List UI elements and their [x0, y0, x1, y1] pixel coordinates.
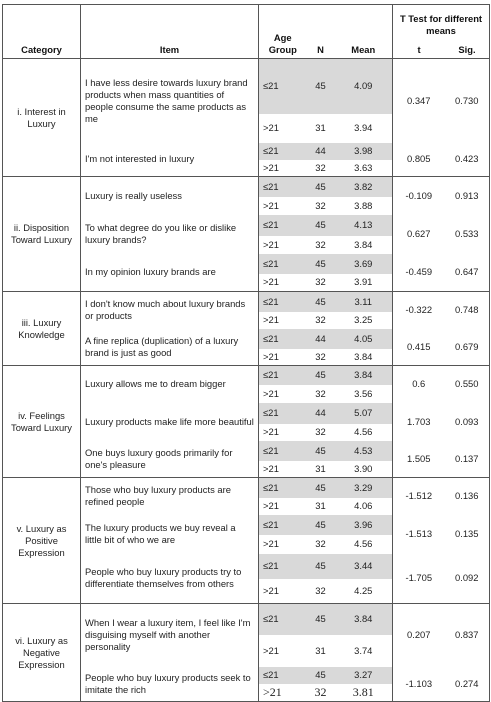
- age-group-cell: >21: [263, 199, 279, 211]
- n-cell: 32: [307, 349, 335, 366]
- sig-value-cell: 0.423: [445, 143, 490, 177]
- category-cell: i. Interest in Luxury: [3, 59, 81, 177]
- n-cell: 31: [307, 461, 335, 478]
- results-body: [3, 59, 490, 702]
- n-cell: 45: [307, 554, 335, 579]
- t-value-cell: 0.347: [407, 94, 431, 106]
- item-text: One buys luxury goods primarily for one's pleasure: [81, 441, 259, 478]
- age-group-cell: >21: [263, 314, 279, 325]
- n-cell: 44: [307, 403, 335, 424]
- n-cell: 45: [307, 59, 335, 114]
- sig-value-cell: 0.550: [445, 366, 490, 403]
- t-value-cell: 1.703: [407, 415, 431, 427]
- category-cell: vi. Luxury as Negative Expression: [3, 604, 81, 702]
- mean-cell: 4.05: [335, 329, 393, 349]
- item-text: Luxury allows me to dream bigger: [81, 366, 259, 403]
- t-value-cell: 0.627: [407, 228, 431, 239]
- mean-cell: 4.53: [335, 441, 393, 461]
- n-cell: 32: [307, 684, 335, 702]
- sig-value-cell: 0.533: [445, 215, 490, 254]
- age-group-cell: >21: [259, 349, 307, 366]
- t-value-cell: 0.805: [393, 143, 445, 177]
- n-cell: 45: [307, 478, 335, 498]
- age-group-cell: ≤21: [259, 143, 307, 160]
- mean-cell: 5.07: [335, 403, 393, 424]
- n-cell: 45: [307, 292, 335, 312]
- t-value-cell: -1.512: [405, 490, 433, 502]
- sig-value-cell: 0.135: [445, 515, 490, 554]
- age-group-cell: ≤21: [259, 478, 307, 498]
- mean-cell: 3.82: [335, 177, 393, 197]
- item-text: I have less desire towards luxury brand products when mass quantities of people consume the same products as me: [81, 59, 259, 143]
- age-group-cell: ≤21: [259, 215, 307, 236]
- age-group-cell: ≤21: [259, 554, 307, 579]
- mean-cell: 3.74: [335, 635, 393, 667]
- mean-cell: 3.84: [335, 349, 393, 366]
- header-sig: Sig.: [458, 44, 476, 55]
- mean-cell: 3.44: [335, 554, 393, 579]
- mean-cell: 4.56: [335, 424, 393, 441]
- mean-cell: 3.25: [335, 312, 393, 329]
- age-group-cell: >21: [263, 500, 279, 511]
- mean-cell: 3.84: [335, 236, 393, 254]
- mean-cell: 3.91: [335, 274, 393, 292]
- item-text: When I wear a luxury item, I feel like I'm disguising myself with another personality: [81, 604, 259, 667]
- sig-value-cell: 0.274: [445, 667, 490, 702]
- age-group-cell: ≤21: [259, 441, 307, 461]
- t-value-cell: -0.109: [405, 189, 433, 201]
- n-cell: 32: [315, 387, 326, 399]
- item-text: Luxury products make life more beautiful: [81, 403, 259, 441]
- header-t: t: [417, 44, 421, 55]
- sig-value-cell: 0.647: [445, 254, 490, 292]
- category-cell: iii. Luxury Knowledge: [3, 292, 81, 366]
- sig-value-cell: 0.136: [445, 478, 490, 515]
- age-group-cell: >21: [263, 644, 279, 656]
- t-value-cell: -1.103: [393, 667, 445, 702]
- mean-cell: 3.27: [335, 667, 393, 684]
- age-group-cell: ≤21: [259, 667, 307, 684]
- age-group-cell: ≤21: [259, 59, 307, 114]
- age-group-cell: ≤21: [259, 254, 307, 274]
- age-group-cell: ≤21: [259, 403, 307, 424]
- age-group-cell: ≤21: [259, 366, 307, 385]
- age-group-cell: >21: [259, 274, 307, 292]
- age-group-cell: >21: [263, 426, 279, 437]
- n-cell: 45: [307, 177, 335, 197]
- t-value-cell: 0.415: [393, 329, 445, 366]
- mean-cell: 3.90: [335, 461, 393, 478]
- sig-value-cell: 0.137: [445, 441, 490, 478]
- mean-cell: 3.94: [335, 114, 393, 143]
- mean-cell: 3.84: [335, 366, 393, 385]
- n-cell: 45: [307, 254, 335, 274]
- mean-cell: 3.56: [335, 385, 393, 403]
- t-value-cell: 0.6: [412, 378, 426, 390]
- mean-cell: 3.69: [335, 254, 393, 274]
- sig-value-cell: 0.093: [445, 403, 490, 441]
- mean-cell: 3.88: [335, 197, 393, 215]
- item-text: To what degree do you like or dislike luxury brands?: [81, 215, 259, 254]
- age-group-cell: >21: [259, 160, 307, 177]
- results-table: [2, 4, 490, 702]
- n-cell: 45: [307, 604, 335, 635]
- age-group-cell: ≤21: [259, 604, 307, 635]
- item-text: The luxury products we buy reveal a little bit of who we are: [81, 515, 259, 554]
- item-text: Those who buy luxury products are refined people: [81, 478, 259, 515]
- age-group-cell: >21: [259, 579, 307, 604]
- age-group-cell: ≤21: [259, 177, 307, 197]
- item-text: I'm not interested in luxury: [81, 143, 259, 177]
- item-text: I don't know much about luxury brands or products: [81, 292, 259, 329]
- t-value-cell: -1.705: [393, 554, 445, 604]
- item-text: In my opinion luxury brands are: [81, 254, 259, 292]
- n-cell: 32: [307, 160, 335, 177]
- table-row: [3, 177, 490, 197]
- mean-cell: 3.63: [335, 160, 393, 177]
- n-cell: 45: [307, 215, 335, 236]
- n-cell: 32: [307, 579, 335, 604]
- sig-value-cell: 0.748: [445, 292, 490, 329]
- header-ttest-title: T Test for different means: [399, 13, 483, 36]
- t-value-cell: -0.459: [393, 254, 445, 292]
- n-cell: 32: [315, 238, 326, 250]
- t-value-cell: 1.505: [393, 441, 445, 478]
- n-cell: 45: [307, 366, 335, 385]
- n-cell: 32: [315, 314, 326, 325]
- item-text: Luxury is really useless: [81, 177, 259, 215]
- age-group-cell: ≤21: [259, 292, 307, 312]
- t-value-cell: -1.513: [405, 528, 433, 539]
- mean-cell: 3.84: [335, 604, 393, 635]
- header-ttest-group: [393, 5, 490, 59]
- n-cell: 32: [315, 199, 326, 211]
- n-cell: 45: [307, 667, 335, 684]
- header-category: Category: [3, 5, 81, 59]
- sig-value-cell: 0.837: [445, 604, 490, 667]
- mean-cell: 3.81: [335, 684, 393, 702]
- item-text: A fine replica (duplication) of a luxury brand is just as good: [81, 329, 259, 366]
- category-cell: v. Luxury as Positive Expression: [3, 478, 81, 604]
- n-cell: 31: [315, 644, 326, 656]
- sig-value-cell: 0.913: [445, 177, 490, 215]
- sig-value-cell: 0.679: [445, 329, 490, 366]
- mean-cell: 4.06: [335, 498, 393, 515]
- item-text: People who buy luxury products try to differentiate themselves from others: [81, 554, 259, 604]
- category-cell: ii. Disposition Toward Luxury: [3, 177, 81, 292]
- mean-cell: 4.25: [335, 579, 393, 604]
- header-n: N: [307, 5, 335, 59]
- table-row: [3, 604, 490, 635]
- item-text: People who buy luxury products seek to imitate the rich: [81, 667, 259, 702]
- age-group-cell: >21: [259, 684, 307, 702]
- header-age-group: Age Group: [259, 5, 307, 59]
- n-cell: 31: [315, 500, 326, 511]
- category-cell: iv. Feelings Toward Luxury: [3, 366, 81, 478]
- t-value-cell: 0.207: [407, 629, 431, 641]
- n-cell: 44: [307, 143, 335, 160]
- mean-cell: 3.96: [335, 515, 393, 535]
- sig-value-cell: 0.730: [445, 59, 490, 143]
- n-cell: 31: [315, 122, 326, 133]
- n-cell: 32: [315, 538, 326, 549]
- age-group-cell: >21: [263, 387, 279, 399]
- age-group-cell: >21: [263, 238, 279, 250]
- table-row: [3, 292, 490, 312]
- age-group-cell: ≤21: [259, 329, 307, 349]
- mean-cell: 3.98: [335, 143, 393, 160]
- mean-cell: 3.11: [335, 292, 393, 312]
- n-cell: 45: [307, 515, 335, 535]
- n-cell: 45: [307, 441, 335, 461]
- mean-cell: 4.56: [335, 535, 393, 554]
- age-group-cell: >21: [263, 122, 279, 133]
- mean-cell: 4.13: [335, 215, 393, 236]
- n-cell: 32: [307, 274, 335, 292]
- age-group-cell: ≤21: [259, 515, 307, 535]
- n-cell: 44: [307, 329, 335, 349]
- header-mean: Mean: [335, 5, 393, 59]
- sig-value-cell: 0.092: [445, 554, 490, 604]
- header-item: Item: [81, 5, 259, 59]
- table-row: [3, 478, 490, 498]
- n-cell: 32: [315, 426, 326, 437]
- age-group-cell: >21: [259, 461, 307, 478]
- table-row: [3, 366, 490, 385]
- age-group-cell: >21: [263, 538, 279, 549]
- table-row: [3, 59, 490, 114]
- header-ttest-subheads: [393, 44, 489, 58]
- mean-cell: 3.29: [335, 478, 393, 498]
- mean-cell: 4.09: [335, 59, 393, 114]
- t-value-cell: -0.322: [405, 304, 433, 316]
